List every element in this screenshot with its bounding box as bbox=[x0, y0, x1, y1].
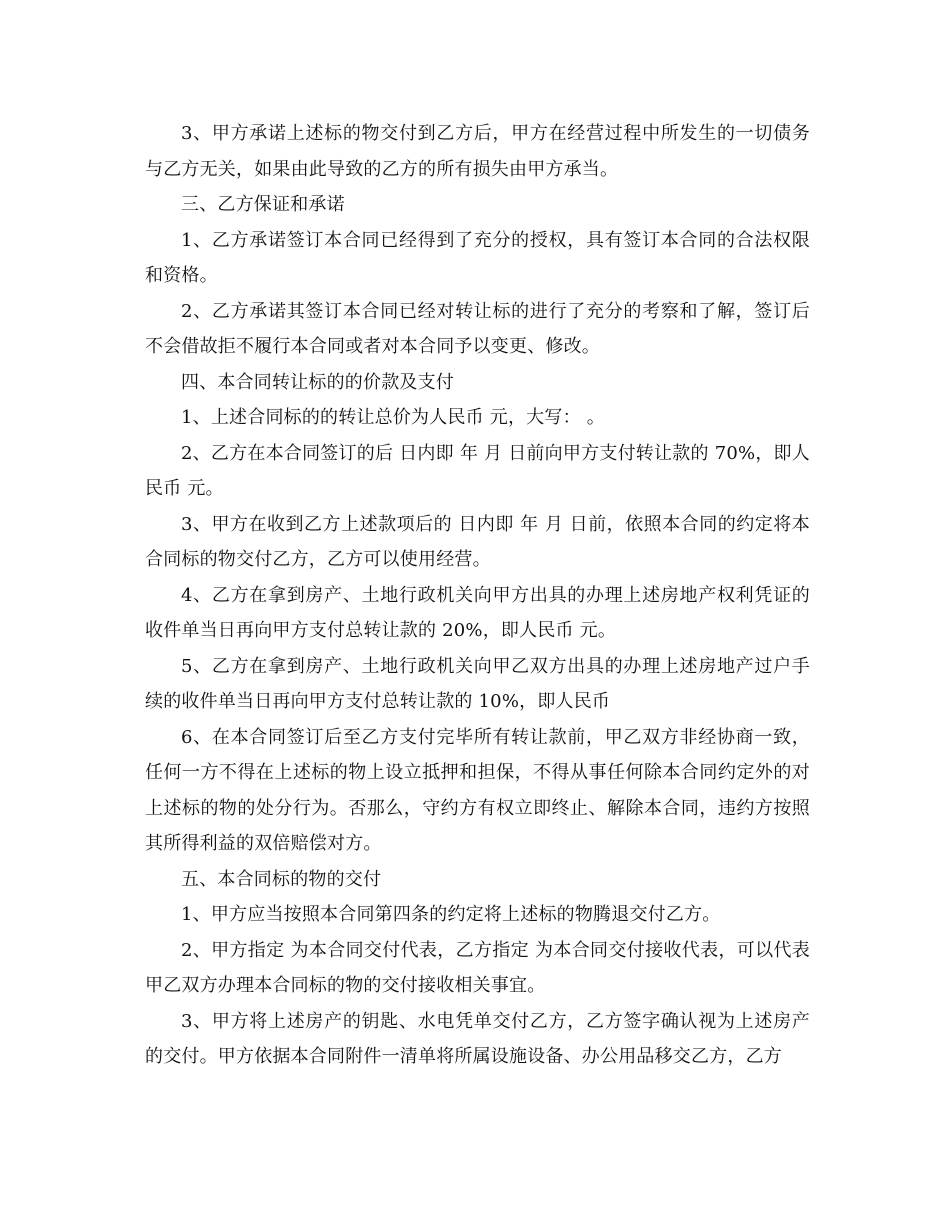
document-body bbox=[145, 116, 810, 1075]
paragraph-total-price: 1、上述合同标的的转让总价为人民币 元，大写： 。 bbox=[181, 407, 605, 428]
section-heading-buyer-guarantee: 三、乙方保证和承诺 bbox=[181, 194, 345, 215]
paragraph-no-encumbrance: 6、在本合同签订后至乙方支付完毕所有转让款前，甲乙双方非经协商一致，任何一方不得在上述标的物上设立抵押和担保，不得从事任何除本合同约定外的对上述标的物的处分行为。否那么，守约方有权立即终止、解除本合同，违约方按照其所得利益的双倍赔偿对方。 bbox=[145, 726, 810, 854]
paragraph-keys-handover: 3、甲方将上述房产的钥匙、水电凭单交付乙方，乙方签字确认视为上述房产的交付。甲方依据本合同附件一清单将所属设施设备、办公用品移交乙方，乙方 bbox=[145, 1010, 810, 1067]
paragraph-buyer-authorization: 1、乙方承诺签订本合同已经得到了充分的授权，具有签订本合同的合法权限和资格。 bbox=[145, 229, 810, 286]
paragraph-final-payment: 5、乙方在拿到房产、土地行政机关向甲乙双方出具的办理上述房地产过户手续的收件单当日再向甲方支付总转让款的 10%，即人民币 bbox=[145, 655, 810, 712]
paragraph-delivery-representatives: 2、甲方指定 为本合同交付代表，乙方指定 为本合同交付接收代表，可以代表甲乙双方办理本合同标的物的交付接收相关事宜。 bbox=[145, 939, 810, 996]
paragraph-buyer-inspection: 2、乙方承诺其签订本合同已经对转让标的进行了充分的考察和了解，签订后不会借故拒不履行本合同或者对本合同予以变更、修改。 bbox=[145, 300, 810, 357]
paragraph-vacate-delivery: 1、甲方应当按照本合同第四条的约定将上述标的物腾退交付乙方。 bbox=[181, 904, 721, 925]
section-heading-delivery: 五、本合同标的物的交付 bbox=[181, 868, 382, 890]
paragraph-delivery-after-payment: 3、甲方在收到乙方上述款项后的 日内即 年 月 日前，依照本合同的约定将本合同标的物交付乙方，乙方可以使用经营。 bbox=[145, 513, 810, 570]
section-heading-price-payment: 四、本合同转让标的的价款及支付 bbox=[181, 371, 454, 393]
paragraph-seller-debt-commitment: 3、甲方承诺上述标的物交付到乙方后，甲方在经营过程中所发生的一切债务与乙方无关，如果由此导致的乙方的所有损失由甲方承当。 bbox=[145, 123, 810, 180]
paragraph-first-payment: 2、乙方在本合同签订的后 日内即 年 月 日前向甲方支付转让款的 70%，即人民币 元。 bbox=[145, 442, 810, 499]
paragraph-second-payment: 4、乙方在拿到房产、土地行政机关向甲方出具的办理上述房地产权利凭证的收件单当日再向甲方支付总转让款的 20%，即人民币 元。 bbox=[145, 584, 810, 641]
